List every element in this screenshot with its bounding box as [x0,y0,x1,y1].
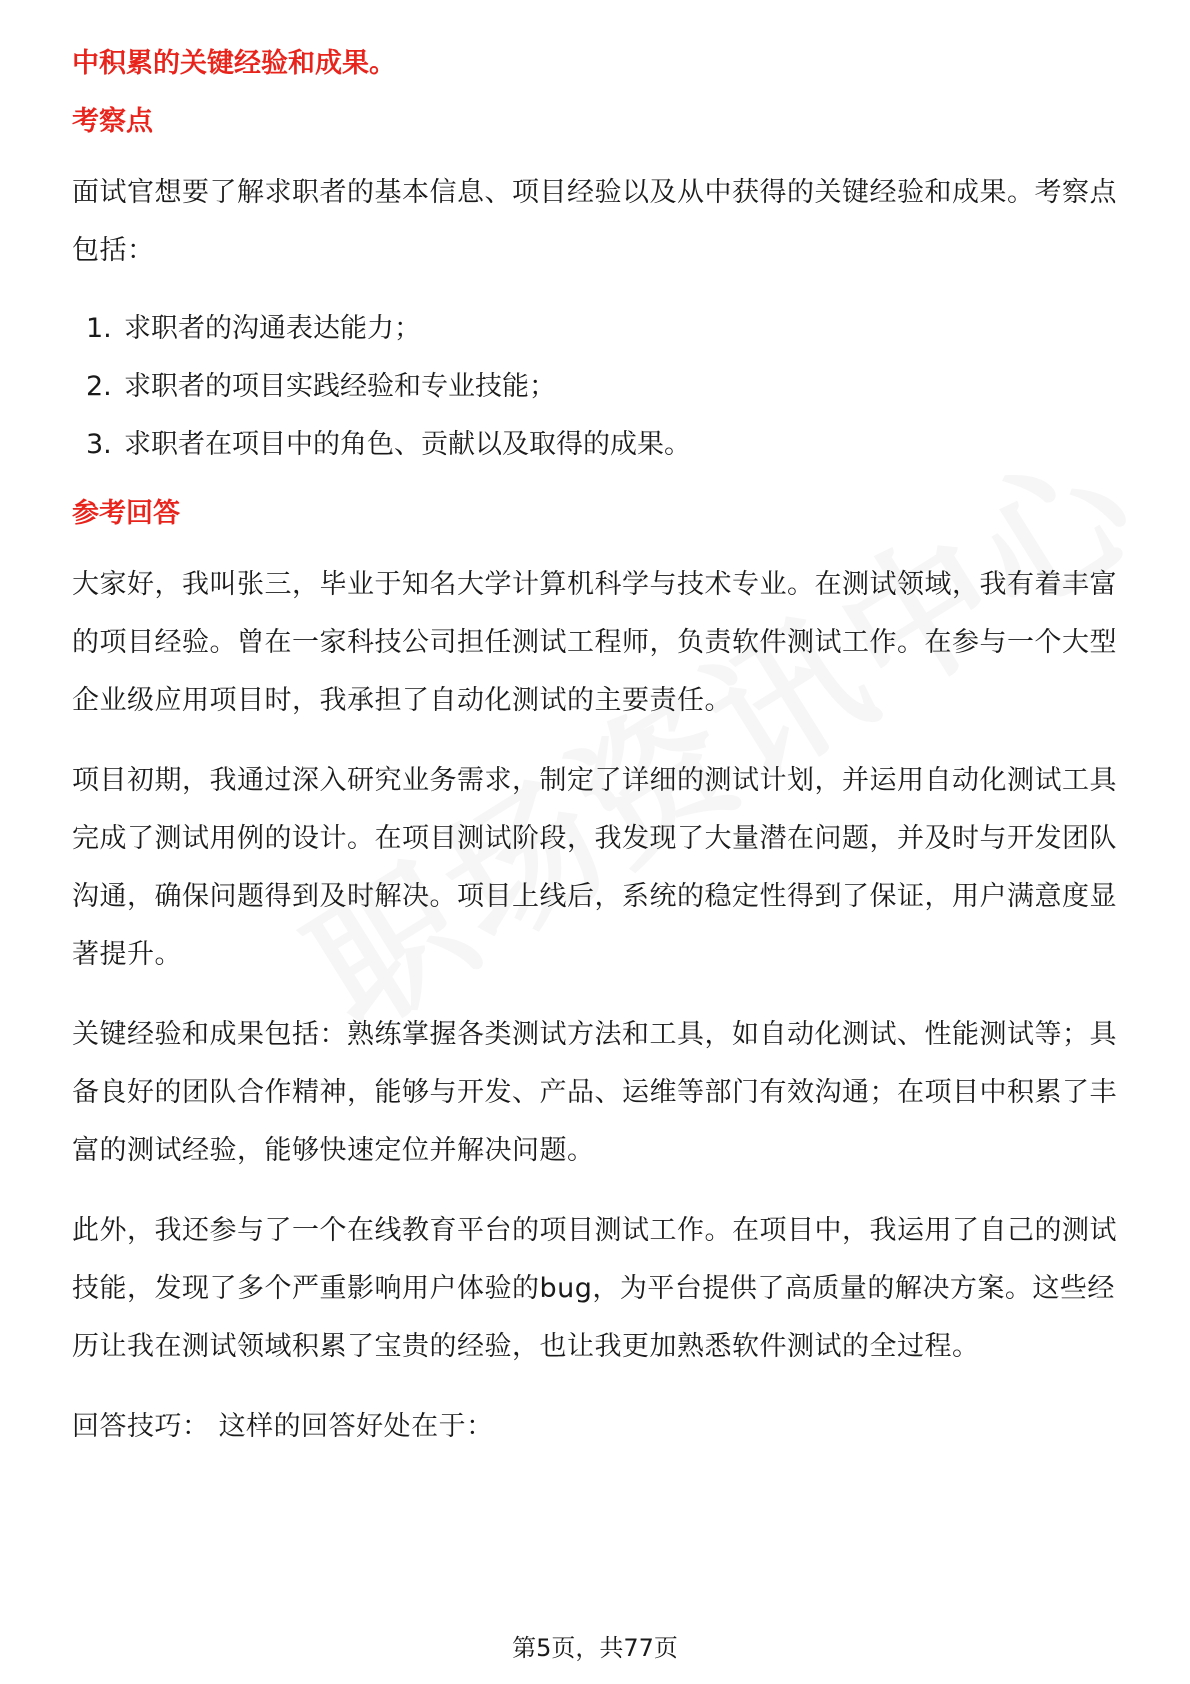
continued-heading-highlight: 关键经验和成果。 [180,48,396,79]
answer-paragraph: 关键经验和成果包括：熟练掌握各类测试方法和工具，如自动化测试、性能测试等；具备良好的团队合作精神，能够与开发、产品、运维等部门有效沟通；在项目中积累了丰富的测试经验，能够快速定位并解决问题。 [72,1019,1117,1166]
continued-heading [72,44,1122,84]
list-item-text: 求职者在项目中的角色、贡献以及取得的成果。 [124,429,691,460]
kaocha-points-list [72,300,1122,474]
section-title-kaocha: 考察点 [72,106,153,137]
section-title-answer: 参考回答 [72,498,180,529]
list-item-text: 求职者的项目实践经验和专业技能； [124,371,556,402]
list-item-number: 1. [86,313,112,344]
list-item-number: 3. [86,429,112,460]
list-item-text: 求职者的沟通表达能力； [124,313,421,344]
answer-paragraph: 项目初期，我通过深入研究业务需求，制定了详细的测试计划，并运用自动化测试工具完成了测试用例的设计。在项目测试阶段，我发现了大量潜在问题，并及时与开发团队沟通，确保问题得到及时解决。项目上线后，系统的稳定性得到了保证，用户满意度显著提升。 [72,765,1117,970]
answer-tips-line: 回答技巧： 这样的回答好处在于： [72,1411,494,1442]
list-item-number: 2. [86,371,112,402]
continued-heading-prefix: 中积累的 [72,48,180,79]
answer-paragraph: 大家好，我叫张三，毕业于知名大学计算机科学与技术专业。在测试领域，我有着丰富的项目经验。曾在一家科技公司担任测试工程师，负责软件测试工作。在参与一个大型企业级应用项目时，我承担了自动化测试的主要责任。 [72,569,1117,716]
list-item [72,358,1122,416]
kaocha-intro: 面试官想要了解求职者的基本信息、项目经验以及从中获得的关键经验和成果。考察点包括： [72,177,1117,266]
list-item [72,416,1122,474]
answer-paragraph: 此外，我还参与了一个在线教育平台的项目测试工作。在项目中，我运用了自己的测试技能，发现了多个严重影响用户体验的bug，为平台提供了高质量的解决方案。这些经历让我在测试领域积累了宝贵的经验，也让我更加熟悉软件测试的全过程。 [72,1215,1117,1362]
page-content [72,44,1122,1456]
page-number: 第5页，共77页 [512,1634,678,1662]
list-item [72,300,1122,358]
